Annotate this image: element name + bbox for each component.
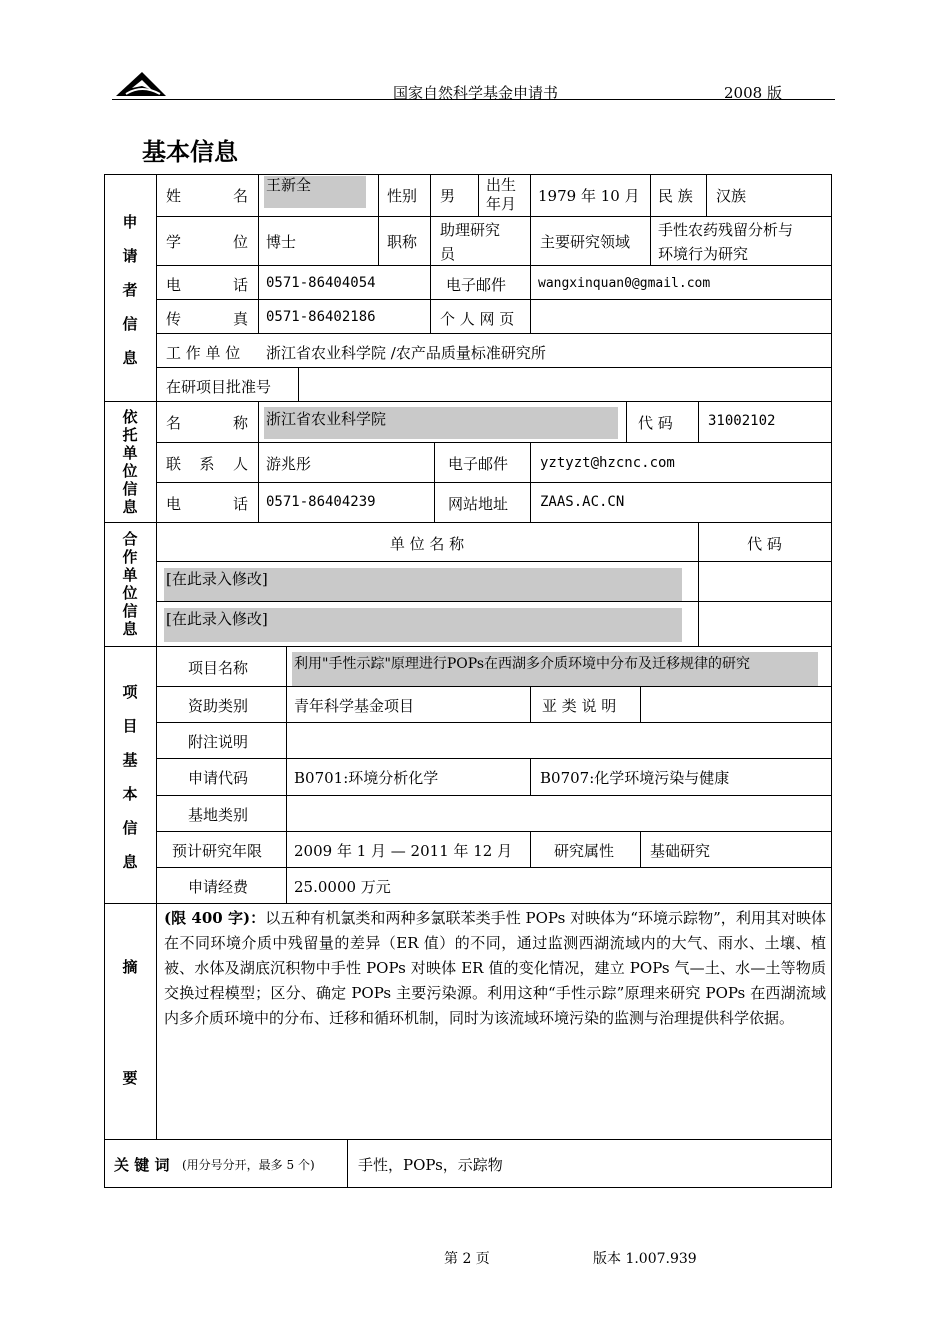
host-code-label: 代 码: [638, 414, 673, 432]
partner-row-1-name[interactable]: [在此录入修改]: [166, 570, 268, 588]
project-name-value[interactable]: 利用"手性示踪"原理进行POPs在西湖多介质环境中分布及迁移规律的研究: [294, 656, 751, 672]
abstract-label-bottom: 要: [122, 1069, 138, 1087]
homepage-label: 个 人 网 页: [440, 310, 515, 328]
footer-version: 版本 1.007.939: [593, 1251, 697, 1267]
degree-label: 学 位: [166, 233, 248, 251]
attr-label: 研究属性: [554, 842, 615, 860]
host-site-value[interactable]: ZAAS.AC.CN: [540, 494, 625, 510]
gender-value[interactable]: 男: [440, 187, 456, 205]
field-label: 主要研究领域: [540, 233, 631, 251]
project-section-label: 项 目 基 本 信 息: [122, 683, 138, 871]
gender-label: 性别: [387, 187, 418, 205]
header-version: 2008 版: [724, 84, 782, 102]
degree-value[interactable]: 博士: [266, 233, 297, 251]
attr-value[interactable]: 基础研究: [650, 842, 711, 860]
note-label: 附注说明: [188, 733, 249, 751]
host-contact-value[interactable]: 游兆彤: [266, 455, 312, 473]
title-label: 职称: [387, 233, 418, 251]
project-name-label: 项目名称: [188, 659, 249, 677]
footer-page-number: 第 2 页: [444, 1251, 490, 1267]
phone-label: 电 话: [166, 276, 248, 294]
code-label: 申请代码: [188, 769, 249, 787]
birth-label: 出生年月: [486, 176, 517, 213]
host-phone-value[interactable]: 0571-86404239: [266, 494, 376, 510]
keywords-label: 关 键 词: [114, 1156, 170, 1174]
fax-label: 传 真: [166, 310, 248, 328]
funding-value[interactable]: 青年科学基金项目: [294, 697, 415, 715]
partner-row-2-name[interactable]: [在此录入修改]: [166, 610, 268, 628]
ethnicity-value[interactable]: 汉族: [716, 187, 747, 205]
host-email-label: 电子邮件: [448, 455, 509, 473]
email-label: 电子邮件: [446, 276, 507, 294]
nsfc-logo-icon: [112, 66, 170, 100]
base-label: 基地类别: [188, 806, 249, 824]
keywords-value[interactable]: 手性，POPs，示踪物: [358, 1156, 503, 1174]
email-value[interactable]: wangxinquan0@gmail.com: [538, 276, 711, 291]
field-value-line1[interactable]: 手性农药残留分析与: [658, 221, 794, 239]
name-value[interactable]: 王新全: [266, 176, 312, 194]
phone-value[interactable]: 0571-86404054: [266, 275, 376, 291]
title-value-line1[interactable]: 助理研究: [440, 221, 501, 239]
host-contact-label: 联 系 人: [166, 455, 248, 473]
host-section-label: 依 托 单 位 信 息: [122, 408, 138, 516]
abstract-text[interactable]: [164, 906, 826, 1031]
subcat-label: 亚 类 说 明: [542, 697, 617, 715]
host-name-value[interactable]: 浙江省农业科学院: [266, 410, 387, 428]
budget-value[interactable]: 25.0000 万元: [294, 878, 391, 896]
period-value[interactable]: 2009 年 1 月 — 2011 年 12 月: [294, 842, 513, 860]
abstract-label-top: 摘: [122, 958, 138, 976]
employer-value[interactable]: 浙江省农业科学院 /农产品质量标准研究所: [266, 344, 546, 362]
period-label: 预计研究年限: [172, 842, 263, 860]
abstract-limit: (限 400 字)：: [164, 909, 266, 927]
page-title: 基本信息: [142, 138, 238, 166]
applicant-section-label: 申 请 者 信 息: [122, 213, 138, 367]
ongoing-label: 在研项目批准号: [166, 378, 272, 396]
title-value-line2[interactable]: 员: [440, 245, 456, 263]
host-name-label: 名 称: [166, 414, 248, 432]
header-rule: [112, 99, 835, 100]
header-title: 国家自然科学基金申请书: [393, 84, 559, 102]
host-code-value[interactable]: 31002102: [708, 413, 776, 429]
ethnicity-label: 民 族: [658, 187, 693, 205]
funding-label: 资助类别: [188, 697, 249, 715]
code-value-1[interactable]: B0701:环境分析化学: [294, 769, 439, 787]
name-label: 姓 名: [166, 187, 248, 205]
budget-label: 申请经费: [188, 878, 249, 896]
field-value-line2[interactable]: 环境行为研究: [658, 245, 749, 263]
host-email-value[interactable]: yztyzt@hzcnc.com: [540, 455, 675, 471]
employer-label: 工 作 单 位: [166, 344, 241, 362]
partner-col-code: 代 码: [747, 535, 782, 553]
partner-section-label: 合 作 单 位 信 息: [122, 530, 138, 638]
host-phone-label: 电 话: [166, 495, 248, 513]
abstract-body: 以五种有机氯类和两种多氯联苯类手性 POPs 对映体为“环境示踪物”，利用其对映体在不同环境介质中残留量的差异（ER 值）的不同，通过监测西湖流域内的大气、雨水、土壤、植被、水体及湖底沉积物中手性 POPs 对映体 ER 值的变化情况，建立 POPs 气—土、水—土等物质交换过程模型；区分、确定 POPs 主要污染源。利用这种“手性示踪”原理来研究 POPs 在西湖流域内多介质环境中的分布、迁移和循环机制，同时为该流域环境污染的监测与治理提供科学依据。: [164, 909, 827, 1027]
partner-col-name: 单 位 名 称: [389, 535, 465, 553]
fax-value[interactable]: 0571-86402186: [266, 309, 376, 325]
keywords-hint: (用分号分开，最多 5 个): [182, 1158, 315, 1172]
birth-value[interactable]: 1979 年 10 月: [538, 187, 640, 205]
host-site-label: 网站地址: [448, 495, 509, 513]
code-value-2[interactable]: B0707:化学环境污染与健康: [540, 769, 730, 787]
